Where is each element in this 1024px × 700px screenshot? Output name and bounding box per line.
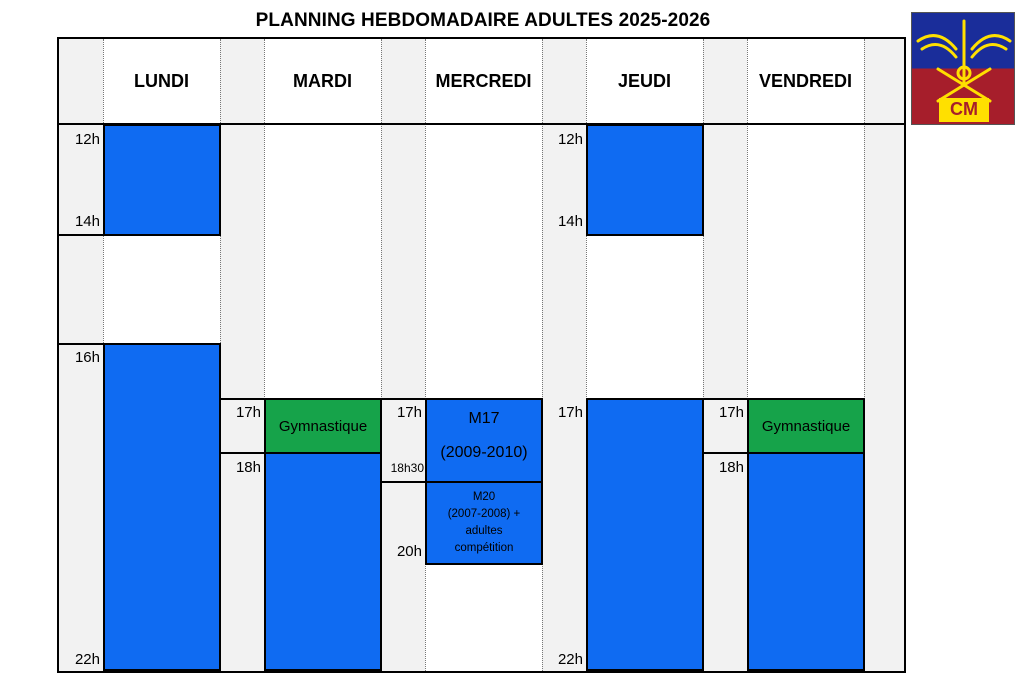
session-block-mardi-gym[interactable] (264, 398, 382, 454)
schedule-table (57, 37, 906, 673)
logo-text: CM (950, 99, 978, 119)
time-label: 17h (718, 404, 744, 421)
session-block-lundi-soir[interactable] (103, 343, 221, 671)
time-label: 12h (74, 131, 100, 148)
page-title: PLANNING HEBDOMADAIRE ADULTES 2025-2026 (255, 10, 711, 31)
time-column-vendredi (703, 39, 747, 671)
time-label: 16h (74, 349, 100, 366)
session-sublabel: (2007-2008) + (447, 508, 521, 520)
time-label: 18h (718, 459, 744, 476)
row-line (381, 398, 427, 400)
session-block-vendredi-gym[interactable] (747, 398, 865, 454)
session-sublabel: compétition (454, 542, 514, 554)
time-label: 14h (74, 213, 100, 230)
time-column-mardi (220, 39, 264, 671)
day-header-mercredi: MERCREDI (435, 70, 532, 91)
session-block-lundi-midi[interactable] (103, 124, 221, 236)
row-line (59, 234, 105, 236)
session-label: Gymnastique (761, 417, 851, 435)
row-line (59, 343, 105, 345)
session-block-mercredi-m17[interactable] (425, 398, 543, 484)
day-header-mardi: MARDI (293, 70, 352, 91)
row-line (381, 481, 427, 483)
day-header-lundi: LUNDI (134, 70, 189, 91)
day-header-jeudi: JEUDI (617, 70, 671, 91)
time-label: 22h (557, 651, 583, 668)
row-line (220, 452, 266, 454)
row-line (703, 398, 749, 400)
time-label: 22h (74, 651, 100, 668)
session-block-mercredi-m20[interactable] (425, 481, 543, 565)
time-label: 18h30 (390, 461, 424, 475)
time-label: 18h (235, 459, 261, 476)
session-label: M17 (468, 410, 500, 427)
time-label: 17h (396, 404, 422, 421)
session-block-vendredi-soir[interactable] (747, 452, 865, 671)
session-sublabel: (2009-2010) (440, 444, 528, 461)
trailing-column (864, 39, 904, 671)
time-column-mercredi (381, 39, 425, 671)
day-header-vendredi: VENDREDI (758, 70, 852, 91)
time-label: 20h (396, 543, 422, 560)
club-logo (911, 12, 1015, 125)
session-block-mardi-soir[interactable] (264, 452, 382, 671)
time-label: 17h (235, 404, 261, 421)
time-label: 17h (557, 404, 583, 421)
row-line (703, 452, 749, 454)
time-label: 12h (557, 131, 583, 148)
divider (425, 39, 426, 671)
session-block-jeudi-midi[interactable] (586, 124, 704, 236)
session-label: M20 (472, 491, 496, 503)
session-block-jeudi-soir[interactable] (586, 398, 704, 671)
time-label: 14h (557, 213, 583, 230)
row-line (220, 398, 266, 400)
session-label: Gymnastique (278, 417, 368, 435)
session-sublabel: adultes (465, 525, 503, 537)
